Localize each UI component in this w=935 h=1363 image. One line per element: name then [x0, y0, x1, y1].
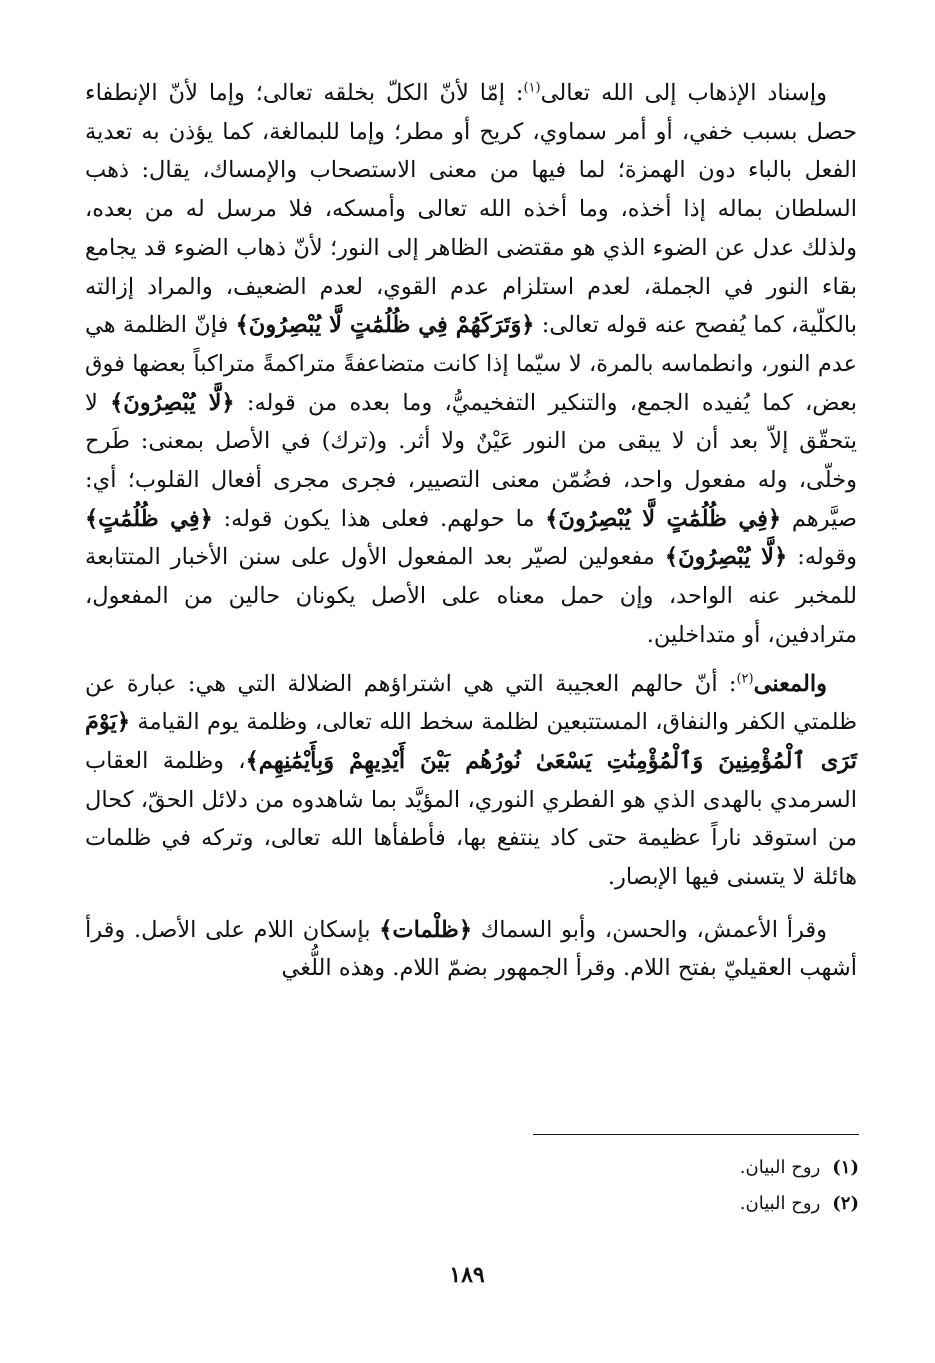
text-segment: لا يتحقّق إلاّ بعد أن لا يبقى من النور عَيْنٌ ولا أثر. و(ترك) في الأصل بمعنى: طَرح وخلّى، وله مفعول واحد، فضُمّن معنى التصيير، فجرى مجرى أفعال القلوب؛ أي: صيَّرهم	[85, 389, 857, 532]
footnote-1	[500, 1150, 859, 1186]
quran-quote: ﴿يَوْمَ تَرَى ٱلْمُؤْمِنِينَ وَٱلْمُؤْمِنَٰتِ يَسْعَىٰ نُورُهُم بَيْنَ أَيْدِيهِمْ وَبِأَيْمَٰنِهِم﴾	[85, 709, 857, 774]
footnote-ref-1: (١)	[523, 80, 541, 96]
footnote-text: روح البيان.	[739, 1193, 821, 1214]
footnotes	[500, 1150, 859, 1222]
quran-quote: ﴿لَّا يُبْصِرُونَ﴾	[664, 544, 788, 571]
footnote-separator	[533, 1134, 859, 1135]
quran-quote: ﴿لَّا يُبْصِرُونَ﴾	[110, 389, 235, 416]
footnote-text: روح البيان.	[739, 1157, 821, 1178]
text-segment: مفعولين لصيّر بعد المفعول الأول على سنن الأخبار المتتابعة للمخبر عنه الواحد، وإن حمل معناه على الأصل يكونان حالين من المفعول، مترادفين، أو متداخلين.	[85, 544, 857, 648]
text-segment: ، وظلمة العقاب السرمدي بالهدى الذي هو الفطري النوري، المؤيَّد بما شاهدوه من دلائل الحقّ، كحال من استوقد ناراً عظيمة حتى كاد ينتفع بها، فأطفأها الله تعالى، وتركه في ظلمات هائلة لا يتسنى فيها الإبصار.	[85, 747, 857, 891]
quran-quote: ﴿فِي ظُلُمَٰتٍ لَّا يُبْصِرُونَ﴾	[545, 505, 782, 532]
footnote-number: (٢)	[832, 1193, 859, 1214]
text-segment: بإسكان اللام على الأصل. وقرأ أشهب العقيليّ بفتح اللام. وقرأ الجمهور بضمّ اللام. وهذه اللُّغي	[85, 916, 857, 982]
paragraph-1	[85, 74, 857, 655]
paragraph-lead-word: والمعنى	[753, 670, 827, 697]
text-segment: ما حولهم. فعلى هذا يكون قوله:	[212, 505, 546, 532]
quran-quote: ﴿وَتَرَكَهُمْ فِي ظُلُمَٰتٍ لَّا يُبْصِرُونَ﴾	[235, 312, 535, 339]
quran-quote: ﴿فِي ظُلُمَٰتٍ﴾	[85, 505, 213, 532]
footnote-number: (١)	[832, 1157, 859, 1178]
text-segment: : إمّا لأنّ الكلّ بخلقه تعالى؛ وإما لأنّ الإنطفاء حصل بسبب خفي، أو أمر سماوي، كريح أو مطر؛ وإما للبمالغة، كما يؤذن به تعدية الفعل بالباء دون الهمزة؛ لما فيها من معنى الاستصحاب والإمساك، يقال: ذهب السلطان بماله إذا أخذه، وما أخذه الله تعالى وأمسكه، فلا مرسل له من بعده، ولذلك عدل عن الضوء الذي هو مقتضى الظاهر إلى النور؛ لأنّ ذهاب الضوء قد يجامع بقاء النور في الجملة، لعدم استلزام عدم القوي، لعدم الضعيف، والمراد إزالته بالكلّية، كما يُفصح عنه قوله تعالى:	[85, 80, 857, 339]
paragraph-3	[85, 911, 857, 988]
quran-quote: ﴿ظلْمات﴾	[379, 916, 473, 943]
paragraph-2	[85, 665, 857, 897]
text-segment: وقرأ الأعمش، والحسن، وأبو السماك	[472, 916, 828, 943]
text-segment: وإسناد الإذهاب إلى الله تعالى	[540, 80, 828, 106]
footnote-ref-2: (٢)	[736, 671, 754, 687]
text-segment: وقوله:	[787, 544, 857, 571]
footnote-2	[500, 1186, 859, 1222]
text-segment: فإنّ الظلمة هي عدم النور، وانطماسه بالمرة، لا سيّما إذا كانت متضاعفةً متراكمةً متراكباً بعضها فوق بعض، كما يُفيده الجمع، والتنكير التفخيميُّ، وما بعده من قوله:	[85, 312, 857, 416]
text-segment: : أنّ حالهم العجيبة التي هي اشتراؤهم الضلالة التي هي: عبارة عن ظلمتي الكفر والنفاق، المستتبعين لظلمة سخط الله تعالى، وظلمة يوم القيامة	[85, 670, 857, 736]
page-number: ١٨٩	[449, 1262, 485, 1288]
body-text	[85, 74, 857, 988]
